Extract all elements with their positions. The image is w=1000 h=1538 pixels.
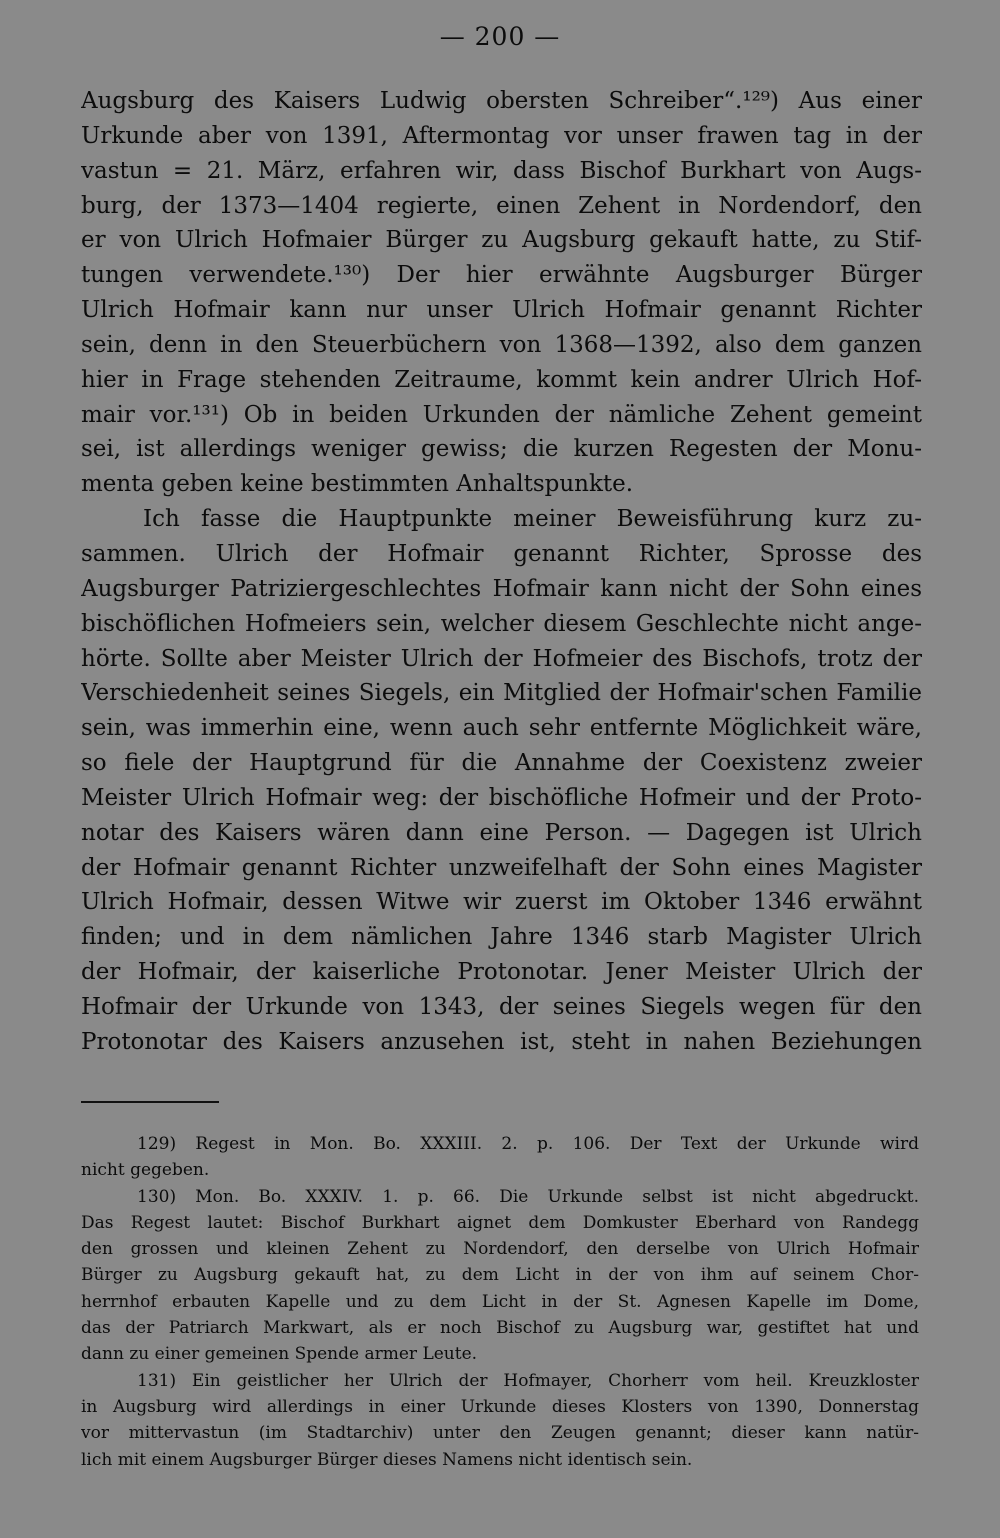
text-line: tungen verwendete.¹³⁰) Der hier erwähnte Augsburger Bürger [81, 262, 922, 289]
text-line: sein, denn in den Steuerbüchern von 1368—1392, also dem ganzen [81, 331, 922, 358]
footnote-line: lich mit einem Augsburger Bürger dieses Namens nicht identisch sein. [81, 1449, 693, 1470]
footnotes [81, 1131, 919, 1473]
text-line: Meister Ulrich Hofmair weg: der bischöfliche Hofmeir und der Proto- [81, 784, 922, 811]
text-line: menta geben keine bestimmten Anhaltspunkte. [81, 471, 634, 498]
footnote-line: dann zu einer gemeinen Spende armer Leute. [81, 1344, 478, 1365]
footnote-line: 130) Mon. Bo. XXXIV. 1. p. 66. Die Urkunde selbst ist nicht abgedruckt. [137, 1186, 919, 1207]
text-line: Verschiedenheit seines Siegels, ein Mitglied der Hofmair'schen Familie [81, 680, 922, 707]
text-line: bischöflichen Hofmeiers sein, welcher diesem Geschlechte nicht ange- [81, 610, 922, 637]
text-line: so fiele der Hauptgrund für die Annahme der Coexistenz zweier [81, 750, 922, 777]
text-line: der Hofmair, der kaiserliche Protonotar. Jener Meister Ulrich der [81, 959, 922, 986]
text-line: der Hofmair genannt Richter unzweifelhaft der Sohn eines Magister [81, 854, 922, 881]
text-line: hier in Frage stehenden Zeitraume, kommt kein andrer Ulrich Hof- [81, 366, 922, 393]
text-line: Hofmair der Urkunde von 1343, der seines Siegels wegen für den [81, 993, 922, 1020]
text-line: sammen. Ulrich der Hofmair genannt Richter, Sprosse des [81, 540, 922, 567]
footnote-line: das der Patriarch Markwart, als er noch Bischof zu Augsburg war, gestiftet hat und [81, 1318, 919, 1339]
text-line: vastun = 21. März, erfahren wir, dass Bischof Burkhart von Augs- [81, 157, 922, 184]
footnote-divider [81, 1101, 219, 1103]
main-text [81, 84, 922, 1060]
footnote-line: den grossen und kleinen Zehent zu Nordendorf, den derselbe von Ulrich Hofmair [81, 1239, 919, 1260]
text-line: mair vor.¹³¹) Ob in beiden Urkunden der nämliche Zehent gemeint [81, 401, 922, 428]
footnote-line: 131) Ein geistlicher her Ulrich der Hofmayer, Chorherr vom heil. Kreuzkloster [137, 1370, 919, 1391]
page-number: — 200 — [439, 22, 561, 51]
text-line: burg, der 1373—1404 regierte, einen Zehent in Nordendorf, den [81, 192, 922, 219]
text-line: Ulrich Hofmair, dessen Witwe wir zuerst im Oktober 1346 erwähnt [81, 889, 922, 916]
text-line: Augsburg des Kaisers Ludwig obersten Schreiber“.¹²⁹) Aus einer [81, 88, 922, 114]
footnote-line: vor mittervastun (im Stadtarchiv) unter den Zeugen genannt; dieser kann natür- [81, 1423, 919, 1444]
text-line: sei, ist allerdings weniger gewiss; die kurzen Regesten der Monu- [81, 436, 922, 463]
text-line: Ich fasse die Hauptpunkte meiner Beweisführung kurz zu- [143, 506, 922, 533]
text-line: finden; und in dem nämlichen Jahre 1346 starb Magister Ulrich [81, 924, 922, 951]
footnote-line: in Augsburg wird allerdings in einer Urkunde dieses Klosters von 1390, Donnerstag [81, 1396, 919, 1417]
text-line: hörte. Sollte aber Meister Ulrich der Hofmeier des Bischofs, trotz der [81, 645, 922, 672]
text-line: Ulrich Hofmair kann nur unser Ulrich Hofmair genannt Richter [81, 297, 922, 324]
footnote-line: herrnhof erbauten Kapelle und zu dem Licht in der St. Agnesen Kapelle im Dome, [81, 1291, 919, 1312]
text-line: Protonotar des Kaisers anzusehen ist, steht in nahen Beziehungen [81, 1028, 922, 1055]
footnote-line: 129) Regest in Mon. Bo. XXXIII. 2. p. 106. Der Text der Urkunde wird [137, 1134, 919, 1154]
text-line: notar des Kaisers wären dann eine Person. — Dagegen ist Ulrich [81, 819, 922, 846]
footnote-line: Bürger zu Augsburg gekauft hat, zu dem Licht in der von ihm auf seinem Chor- [81, 1265, 919, 1286]
text-line: sein, was immerhin eine, wenn auch sehr entfernte Möglichkeit wäre, [81, 715, 922, 742]
footnote-line: Das Regest lautet: Bischof Burkhart aignet dem Domkuster Eberhard von Randegg [81, 1212, 919, 1233]
text-line: er von Ulrich Hofmaier Bürger zu Augsburg gekauft hatte, zu Stif- [81, 227, 922, 254]
footnote-line: nicht gegeben. [81, 1160, 210, 1181]
text-line: Urkunde aber von 1391, Aftermontag vor unser frawen tag in der [81, 122, 922, 149]
text-line: Augsburger Patriziergeschlechtes Hofmair kann nicht der Sohn eines [81, 575, 922, 602]
